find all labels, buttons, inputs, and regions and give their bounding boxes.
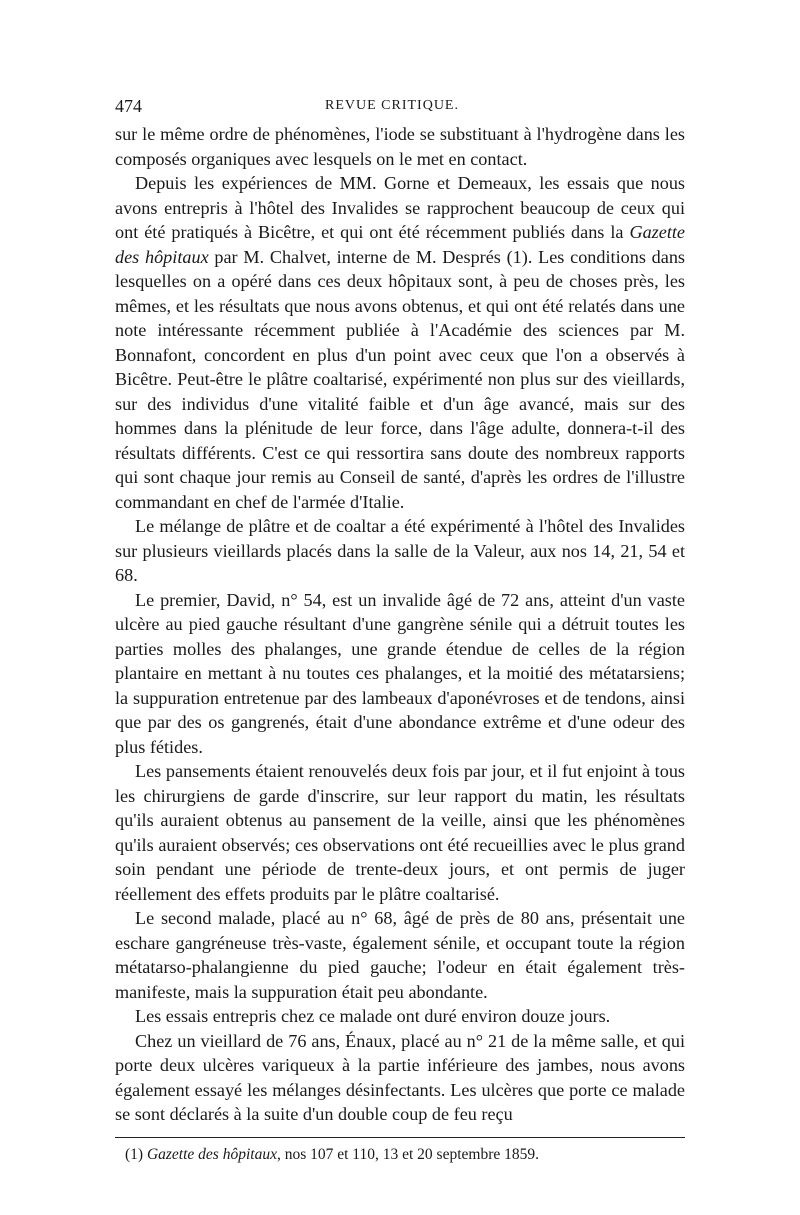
page-header <box>115 96 685 122</box>
footnote-marker: (1) <box>125 1145 144 1163</box>
page <box>115 96 685 1165</box>
paragraph <box>115 1004 685 1029</box>
paragraph-text: Depuis les expériences de MM. Gorne et Demeaux, les essais que nous avons entrepris à l'hôtel des Invalides se rapprochent beaucoup de ceux qui ont été pratiqués à Bicêtre, et qui ont été récemment publiés dans la <box>115 173 685 242</box>
paragraph-text: Les essais entrepris chez ce malade ont duré environ douze jours. <box>135 1006 611 1026</box>
paragraph-text: Chez un vieillard de 76 ans, Énaux, placé au n° 21 de la même salle, et qui porte deux ulcères variqueux à la partie inférieure des jambes, nous avons également essayé les mélanges désinfectants. Les ulcères que porte ce malade se sont déclarés à la suite d'un double coup de feu reçu <box>115 1030 685 1124</box>
paragraph <box>115 588 685 760</box>
paragraph <box>115 171 685 514</box>
paragraph <box>115 122 685 171</box>
paragraph-text: Le second malade, placé au n° 68, âgé de près de 80 ans, présentait une eschare gangréneuse très-vaste, également sénile, et occupant toute la région métatarso-phalangienne du pied gauche; l'odeur en était également très-manifeste, mais la suppuration était peu abondante. <box>115 908 685 1002</box>
footnote-text <box>147 1146 539 1163</box>
page-number: 474 <box>115 96 142 116</box>
running-title: REVUE CRITIQUE. <box>325 98 459 113</box>
paragraph-text: sur le même ordre de phénomènes, l'iode se substituant à l'hydrogène dans les composés organiques avec lesquels on le met en contact. <box>115 124 685 169</box>
paragraph-text: Les pansements étaient renouvelés deux fois par jour, et il fut enjoint à tous les chirurgiens de garde d'inscrire, sur leur rapport du matin, les résultats qu'ils auraient obtenus au pansement de la veille, ainsi que les phénomènes qu'ils auraient observés; ces observations ont été recueillies avec le plus grand soin pendant une période de trente-deux jours, et ont permis de juger réellement des effets produits par le plâtre coaltarisé. <box>115 761 685 904</box>
footnote-divider <box>115 1137 685 1138</box>
footnote-source: Gazette des hôpitaux, <box>146 1145 281 1163</box>
paragraph-text: Le premier, David, n° 54, est un invalide âgé de 72 ans, atteint d'un vaste ulcère au pied gauche résultant d'une gangrène sénile qui a détruit toutes les parties molles des phalanges, une grande étendue de celles de la région plantaire en mettant à nu toutes ces phalanges, et la moitié des métatarsiens; la suppuration entretenue par des lambeaux d'aponévroses et de tendons, ainsi que par des os gangrenés, était d'une abondance extrême et d'une odeur des plus fétides. <box>115 589 685 757</box>
paragraph <box>115 514 685 588</box>
paragraph-text: par M. Chalvet, interne de M. Després (1). Les conditions dans lesquelles on a opéré dans ces deux hôpitaux sont, à peu de choses près, les mêmes, et les résultats que nous avons obtenus, et qui ont été relatés dans une note intéressante récemment publiée à l'Académie des sciences par M. Bonnafont, concordent en plus d'un point avec ceux que l'on a observés à Bicêtre. Peut-être le plâtre coaltarisé, expérimenté non plus sur des vieillards, sur des individus d'une vitalité faible et d'un âge avancé, mais sur des hommes dans la plénitude de leur force, dans l'âge adulte, donnera-t-il des résultats différents. C'est ce qui ressortira sans doute des nombreux rapports qui sont chaque jour remis au Conseil de santé, d'après les ordres de l'illustre commandant en chef de l'armée d'Italie. <box>115 246 685 512</box>
body-text <box>115 122 685 1127</box>
paragraph <box>115 906 685 1004</box>
italic-citation: Gazette des hôpitaux <box>115 222 685 267</box>
footnote-detail: nos 107 et 110, 13 et 20 septembre 1859. <box>280 1145 539 1163</box>
paragraph <box>115 1029 685 1127</box>
footnote <box>115 1145 685 1165</box>
paragraph-text: Le mélange de plâtre et de coaltar a été expérimenté à l'hôtel des Invalides sur plusieurs vieillards placés dans la salle de la Valeur, aux nos 14, 21, 54 et 68. <box>115 516 685 585</box>
paragraph <box>115 759 685 906</box>
